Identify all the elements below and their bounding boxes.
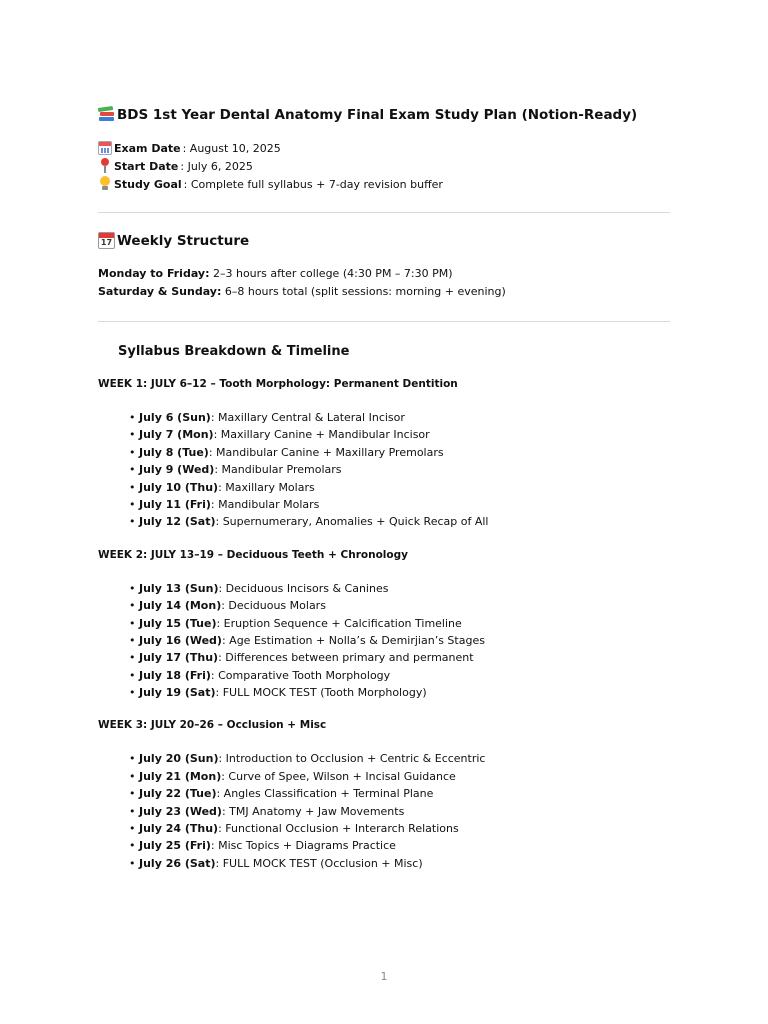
list-item: • July 6 (Sun): Maxillary Central & Lateral Incisor [129,411,405,424]
list-item: • July 12 (Sat): Supernumerary, Anomalies + Quick Recap of All [129,515,489,528]
week-2-title: WEEK 2: JULY 13–19 – Deciduous Teeth + Chronology [98,549,408,561]
weekday-label: Monday to Friday: [98,267,210,280]
week-3-title: WEEK 3: JULY 20–26 – Occlusion + Misc [98,719,327,731]
weekly-structure-heading: Weekly Structure [117,232,250,249]
study-goal-label: Study Goal [114,177,182,191]
books-icon [98,106,115,123]
start-date-value: : July 6, 2025 [180,159,253,173]
list-item: • July 11 (Fri): Mandibular Molars [129,498,320,511]
document-title-row [98,106,637,123]
divider [98,321,670,322]
start-date-label: Start Date [114,159,179,173]
weekly-structure-heading-row [98,232,249,249]
list-item: • July 14 (Mon): Deciduous Molars [129,599,326,612]
syllabus-heading: Syllabus Breakdown & Timeline [118,344,350,359]
study-goal-row [98,176,443,192]
weekend-label: Saturday & Sunday: [98,285,222,298]
list-item: • July 22 (Tue): Angles Classification + Terminal Plane [129,787,434,800]
list-item: • July 13 (Sun): Deciduous Incisors & Canines [129,582,389,595]
list-item: • July 9 (Wed): Mandibular Premolars [129,463,342,476]
list-item: • July 10 (Thu): Maxillary Molars [129,481,315,494]
light-bulb-icon [98,176,112,192]
week-1-title: WEEK 1: JULY 6–12 – Tooth Morphology: Permanent Dentition [98,378,458,390]
list-item: • July 15 (Tue): Eruption Sequence + Calcification Timeline [129,617,462,630]
exam-date-value: : August 10, 2025 [182,141,281,155]
divider [98,212,670,213]
start-date-row [98,158,253,174]
list-item: • July 26 (Sat): FULL MOCK TEST (Occlusion + Misc) [129,857,423,870]
list-item: • July 20 (Sun): Introduction to Occlusion + Centric & Eccentric [129,752,486,765]
weekend-value: 6–8 hours total (split sessions: morning + evening) [221,285,506,298]
weekday-schedule [98,267,453,280]
list-item: • July 8 (Tue): Mandibular Canine + Maxillary Premolars [129,446,444,459]
exam-date-row [98,141,281,155]
list-item: • July 23 (Wed): TMJ Anatomy + Jaw Movements [129,805,405,818]
page-number: 1 [380,970,388,983]
list-item: • July 24 (Thu): Functional Occlusion + Interarch Relations [129,822,459,835]
list-item: • July 16 (Wed): Age Estimation + Nolla’s & Demirjian’s Stages [129,634,485,647]
calendar-icon [98,141,112,155]
weekday-value: 2–3 hours after college (4:30 PM – 7:30 PM) [209,267,453,280]
list-item: • July 17 (Thu): Differences between primary and permanent [129,651,474,664]
document-title: BDS 1st Year Dental Anatomy Final Exam Study Plan (Notion-Ready) [117,106,638,123]
weekend-schedule [98,285,506,298]
study-goal-value: : Complete full syllabus + 7-day revision buffer [183,177,443,191]
tear-off-calendar-icon: 17 [98,232,115,249]
round-pushpin-icon [98,158,112,174]
list-item: • July 21 (Mon): Curve of Spee, Wilson + Incisal Guidance [129,770,456,783]
list-item: • July 7 (Mon): Maxillary Canine + Mandibular Incisor [129,428,430,441]
list-item: • July 18 (Fri): Comparative Tooth Morphology [129,669,391,682]
list-item: • July 19 (Sat): FULL MOCK TEST (Tooth Morphology) [129,686,427,699]
list-item: • July 25 (Fri): Misc Topics + Diagrams Practice [129,839,396,852]
exam-date-label: Exam Date [114,141,181,155]
